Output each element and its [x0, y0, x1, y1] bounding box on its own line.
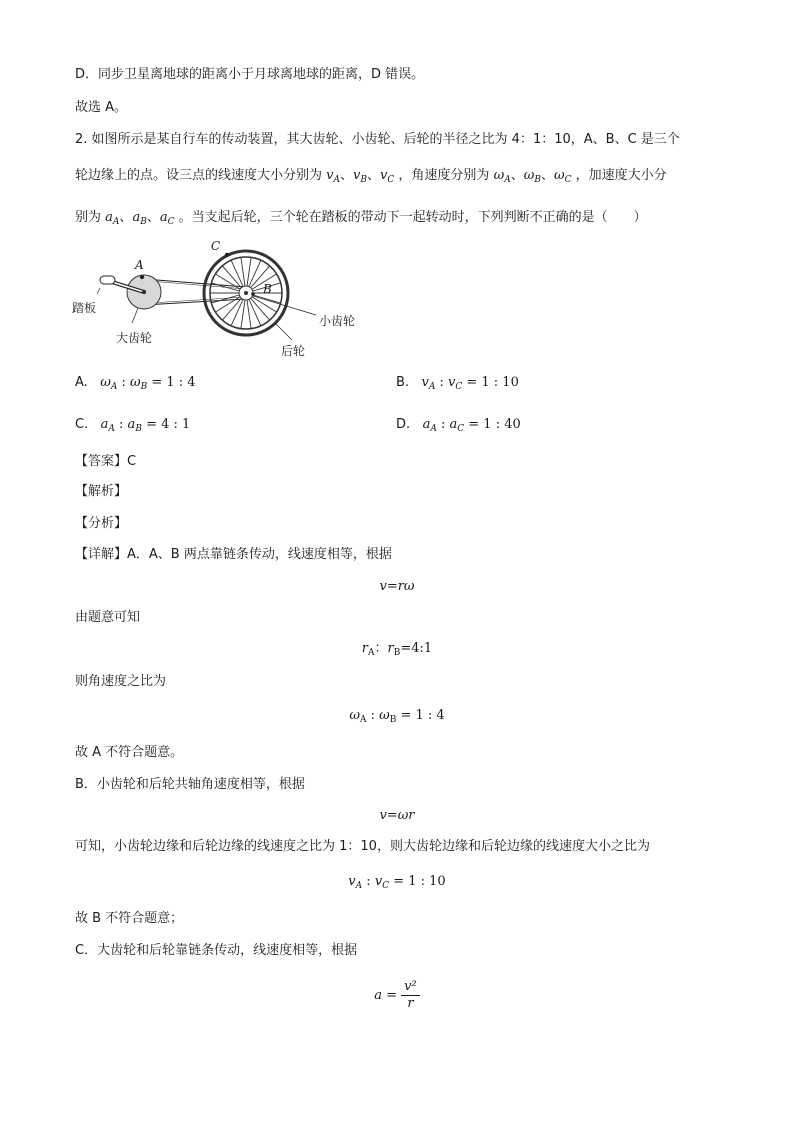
option-c: C. $a_A$ : $a_B = 4$ : 1 [75, 417, 191, 434]
formula-v-omega-r: v=ωr [379, 808, 415, 823]
label-point-c: C [211, 239, 221, 253]
pedal [100, 276, 115, 284]
b-conclusion: 故 B 不符合题意； [75, 911, 184, 926]
question-line-1: 2. 如图所示是某自行车的传动装置，其大齿轮、小齿轮、后轮的半径之比为 4：1：10，A、B、C 是三个 [75, 132, 680, 147]
label-rear-wheel: 后轮 [281, 344, 306, 358]
c-intro: C．大齿轮和后轮靠链条传动，线速度相等，根据 [75, 943, 358, 958]
angular-ratio-text: 则角速度之比为 [75, 674, 167, 689]
from-question: 由题意可知 [75, 610, 141, 625]
fenxi-label: 【分析】 [75, 516, 128, 531]
prev-conclusion: 故选 A。 [75, 100, 128, 115]
formula-v-r-omega: v=rω [379, 579, 415, 594]
question-line-3-b: 。当支起后轮，三个轮在踏板的带动下一起转动时，下列判断不正确的是（ ） [178, 210, 647, 225]
label-point-b: B [263, 282, 272, 296]
question-line-2-b: ，角速度分别为 [398, 168, 490, 183]
label-big-gear: 大齿轮 [116, 331, 153, 345]
b-intro: B．小齿轮和后轮共轴角速度相等，根据 [75, 777, 305, 792]
question-line-2: 轮边缘上的点。设三点的线速度大小分别为 $v_A$、$v_B$、$v_C$ ，角速度分别为 $\omega_A$、$\omega_B$、$\omega_C$ ，加速度大小分 [75, 168, 667, 185]
a-conclusion: 故 A 不符合题意。 [75, 745, 184, 760]
prev-option-d: D．同步卫星离地球的距离小于月球离地球的距离，D 错误。 [75, 67, 425, 82]
omega-ratio: $\omega_A$ : $\omega_B = 1$ : 4 [349, 708, 445, 725]
option-a: A. $\omega_A$ : $\omega_B = 1$ : 4 [75, 375, 196, 392]
label-point-a: A [135, 258, 144, 272]
answer-label: 【答案】C [75, 454, 137, 469]
b-detail: 可知，小齿轮边缘和后轮边缘的线速度之比为 1：10，则大齿轮边缘和后轮边缘的线速度大小之比为 [75, 839, 650, 854]
question-line-3: 别为 $a_A$、$a_B$、$a_C$ 。当支起后轮，三个轮在踏板的带动下一起转动时，下列判断不正确的是（ ） [75, 210, 647, 227]
bicycle-transmission-figure [70, 238, 370, 364]
rear-wheel [204, 251, 288, 335]
label-small-gear: 小齿轮 [319, 314, 356, 328]
option-d: D. $a_A$ : $a_C = 1$ : 40 [396, 417, 521, 434]
radius-ratio: $r_A$：$r_B=4:1$ [361, 641, 433, 658]
analysis-label: 【解析】 [75, 484, 128, 499]
question-line-2-c: ，加速度大小分 [575, 168, 667, 183]
detail-a: 【详解】A．A、B 两点靠链条传动，线速度相等，根据 [75, 547, 392, 562]
v-ratio: $v_A$ : $v_C = 1$ : 10 [348, 874, 446, 891]
label-pedal: 踏板 [72, 301, 97, 315]
option-b: B. $v_A$ : $v_C = 1$ : 10 [396, 375, 519, 392]
bicycle-diagram [70, 238, 370, 364]
formula-a-v2-r: a = $\frac{\text{v²}}{r}$ [0, 978, 794, 1014]
question-line-2-a: 轮边缘上的点。设三点的线速度大小分别为 [75, 168, 323, 183]
